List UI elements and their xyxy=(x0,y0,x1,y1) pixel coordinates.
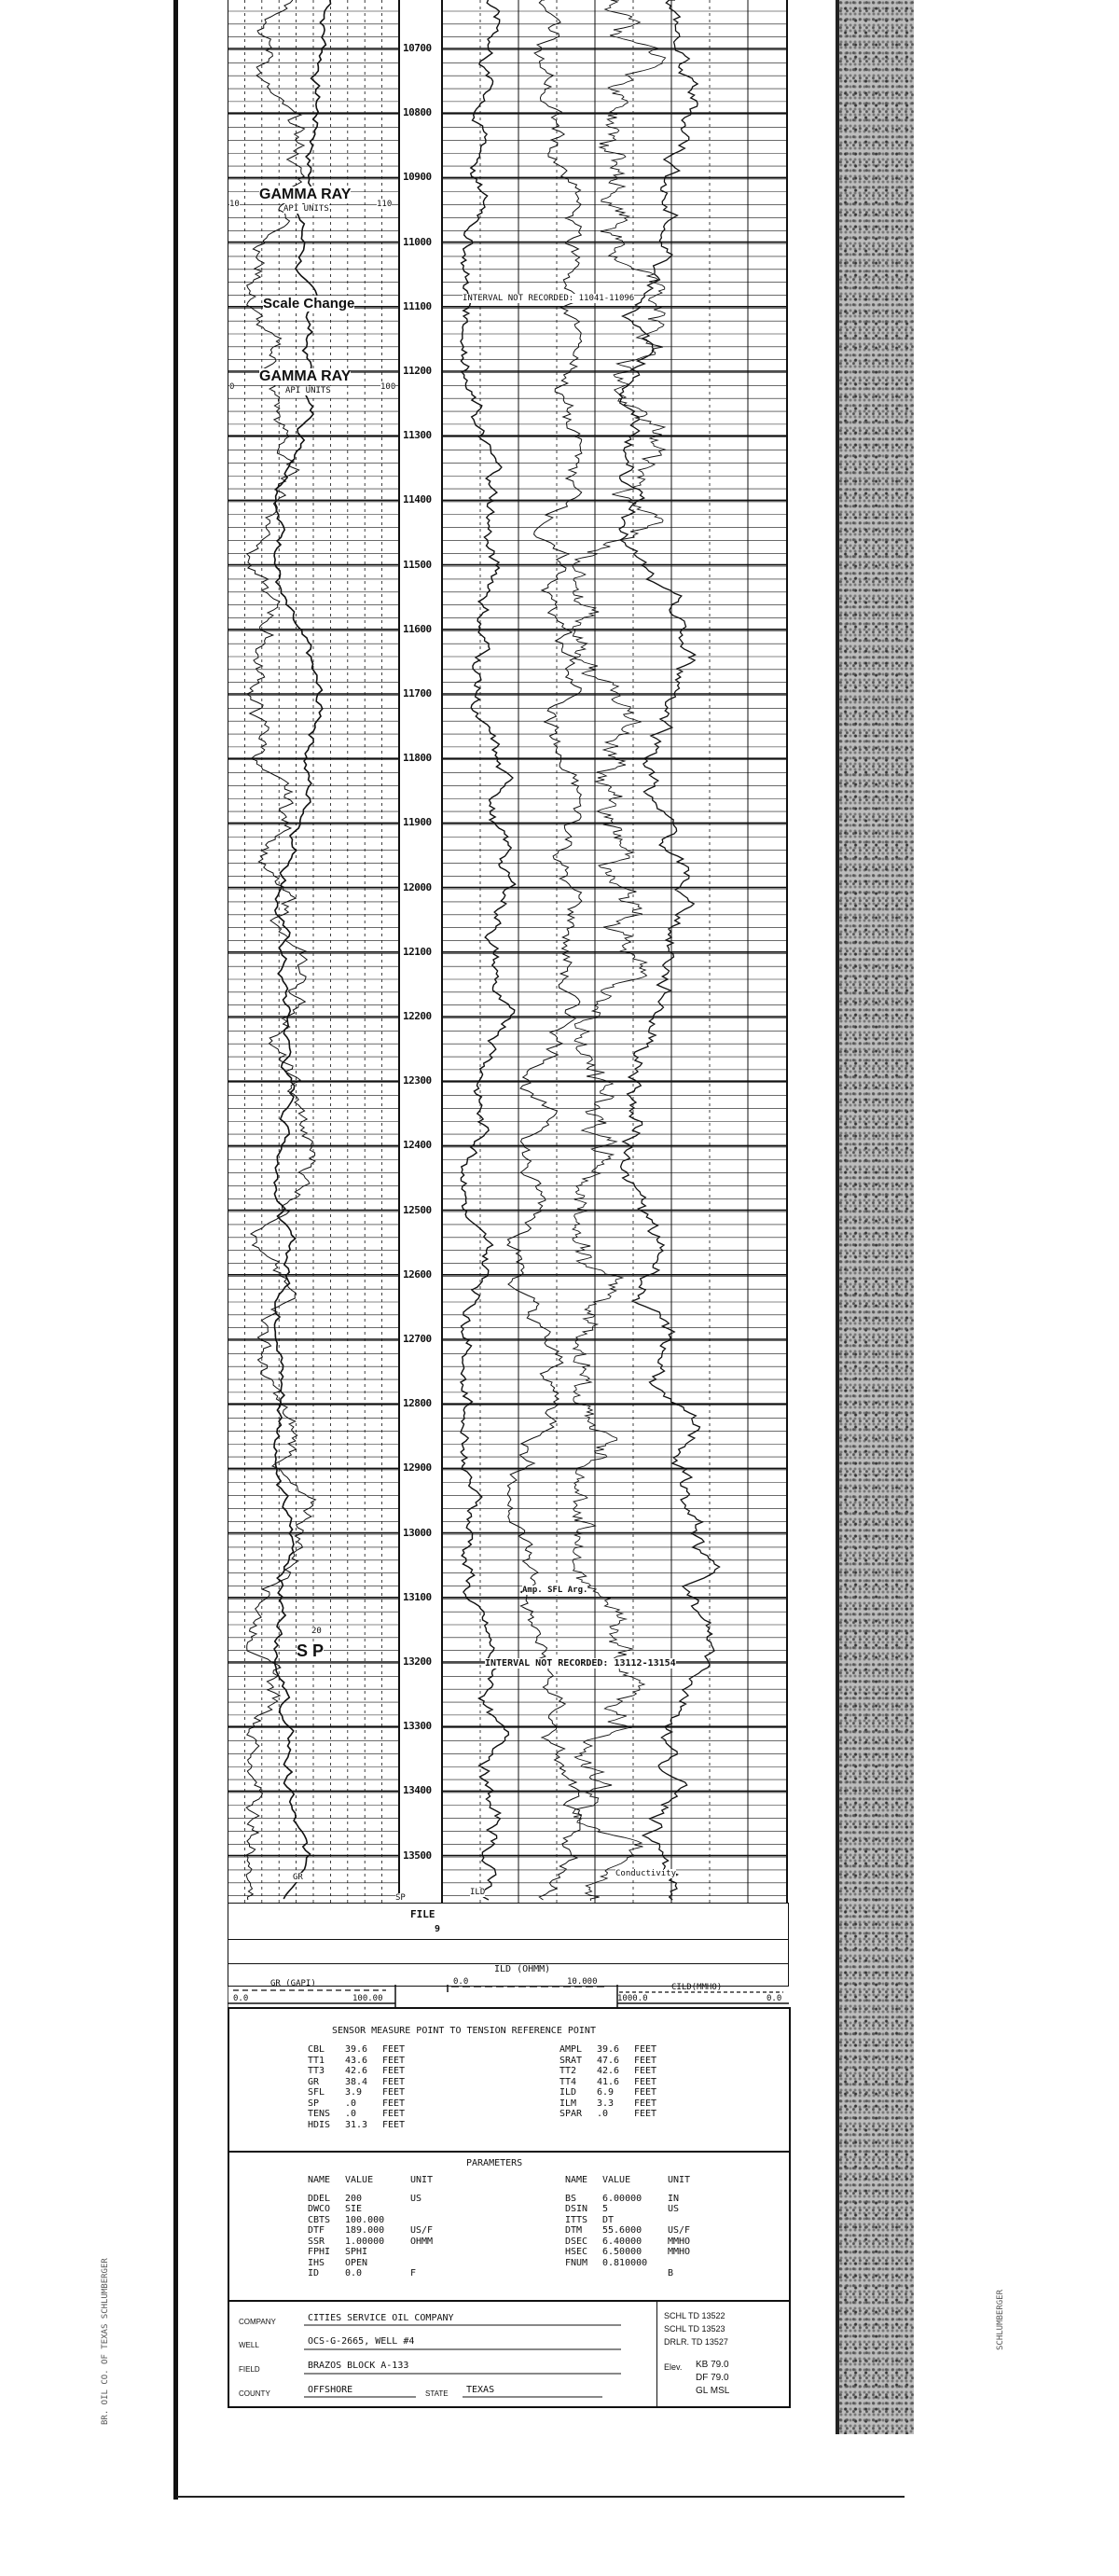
param-header-cell: NAME xyxy=(308,2175,331,2185)
param-row xyxy=(308,2204,457,2215)
depth-label: 12800 xyxy=(403,1397,432,1410)
amplitude-curve xyxy=(573,0,666,1901)
param-cell: DWCO xyxy=(308,2204,331,2214)
ild-scale-name: ILD (OHMM) xyxy=(494,1964,551,1974)
param-cell: 3.9 xyxy=(345,2087,363,2098)
param-cell: TT1 xyxy=(308,2055,325,2066)
county-label: COUNTY xyxy=(239,2389,270,2398)
param-row xyxy=(565,2194,714,2205)
param-cell: US/F xyxy=(410,2225,434,2236)
depth-label: 10900 xyxy=(403,171,432,184)
param-cell: MMHO xyxy=(668,2236,691,2247)
gamma-ray-upper-units: API UNITS xyxy=(283,204,329,214)
depth-label: 11400 xyxy=(403,493,432,506)
ild-scale-min: 0.0 xyxy=(453,1977,469,1987)
param-cell: IHS xyxy=(308,2257,325,2268)
param-cell: HDIS xyxy=(308,2119,331,2130)
param-cell: FEET xyxy=(634,2044,657,2055)
param-cell: MMHO xyxy=(668,2247,691,2257)
param-header-cell: VALUE xyxy=(602,2175,631,2185)
depth-label: 12900 xyxy=(403,1461,432,1475)
param-cell: 47.6 xyxy=(597,2055,620,2066)
cild-scale-max: 0.0 xyxy=(767,1994,782,2003)
param-cell: 3.3 xyxy=(597,2098,615,2109)
param-row xyxy=(308,2077,420,2088)
param-row xyxy=(308,2237,457,2248)
parameters-title: PARAMETERS xyxy=(466,2158,523,2168)
ild-bottom-label: ILD xyxy=(470,1888,486,1897)
df-value: DF 79.0 xyxy=(696,2373,729,2383)
param-row xyxy=(560,2066,671,2077)
param-cell: 6.40000 xyxy=(602,2236,642,2247)
param-row xyxy=(308,2109,420,2120)
param-cell: US xyxy=(410,2193,422,2204)
param-cell: SRAT xyxy=(560,2055,583,2066)
param-cell: IN xyxy=(668,2193,680,2204)
param-cell: SFL xyxy=(308,2087,325,2098)
param-cell: US xyxy=(668,2204,680,2214)
sp-label: S P xyxy=(297,1641,325,1660)
state-label: STATE xyxy=(425,2389,449,2398)
scale-change-label: Scale Change xyxy=(263,296,355,312)
depth-label: 12700 xyxy=(403,1333,432,1345)
county-value: OFFSHORE xyxy=(308,2385,353,2395)
param-cell: 31.3 xyxy=(345,2119,368,2130)
depth-label: 13100 xyxy=(403,1590,432,1603)
depth-label: 11000 xyxy=(403,235,432,248)
well-value: OCS-G-2665, WELL #4 xyxy=(308,2336,415,2347)
param-cell: 200 xyxy=(345,2193,363,2204)
param-row xyxy=(565,2215,714,2226)
schl-td-1: SCHL TD 13522 xyxy=(664,2311,725,2320)
param-cell: B xyxy=(668,2268,674,2278)
depth-label: 11900 xyxy=(403,816,432,829)
param-cell: TT2 xyxy=(560,2066,577,2076)
param-row xyxy=(560,2044,671,2056)
param-row xyxy=(308,2044,420,2056)
param-cell: 6.50000 xyxy=(602,2247,642,2257)
depth-label: 12400 xyxy=(403,1139,432,1152)
param-cell: FEET xyxy=(382,2076,406,2087)
company-value: CITIES SERVICE OIL COMPANY xyxy=(308,2313,454,2323)
ild-scale-max: 10.000 xyxy=(567,1977,598,1987)
gl-value: GL MSL xyxy=(696,2386,730,2396)
param-row xyxy=(308,2268,457,2279)
param-row xyxy=(560,2056,671,2067)
left-margin-note: BR. OIL CO. OF TEXAS SCHLUMBERGER xyxy=(101,2258,110,2425)
depth-label: 11800 xyxy=(403,752,432,765)
param-cell: .0 xyxy=(345,2109,357,2119)
param-cell: 42.6 xyxy=(597,2066,620,2076)
param-header-cell: UNIT xyxy=(410,2175,434,2185)
param-cell: ILM xyxy=(560,2098,577,2109)
gamma-ray-lower-min: 0 xyxy=(229,382,235,392)
param-cell: SP xyxy=(308,2098,320,2109)
param-cell: FEET xyxy=(382,2109,406,2119)
param-row xyxy=(565,2268,714,2279)
param-cell: 1.00000 xyxy=(345,2236,385,2247)
param-row xyxy=(565,2247,714,2258)
param-cell: BS xyxy=(565,2193,577,2204)
sensor-title: SENSOR MEASURE POINT TO TENSION REFERENCE POINT xyxy=(332,2026,596,2036)
cild-scale-name: CILD(MMHO) xyxy=(671,1983,723,1992)
scale-bars xyxy=(228,1985,789,2007)
depth-label: 12200 xyxy=(403,1010,432,1022)
param-cell: ITTS xyxy=(565,2214,588,2225)
param-cell: CBL xyxy=(308,2044,325,2055)
param-cell: 39.6 xyxy=(597,2044,620,2055)
scan-bottom-edge xyxy=(177,2496,905,2498)
depth-label: 12100 xyxy=(403,945,432,958)
param-cell: 189.000 xyxy=(345,2225,385,2236)
gr-scale-max: 100.00 xyxy=(352,1994,383,2003)
param-cell: FEET xyxy=(382,2066,406,2076)
elev-label: Elev. xyxy=(664,2362,683,2372)
param-cell: HSEC xyxy=(565,2247,588,2257)
param-cell: OPEN xyxy=(345,2257,368,2268)
sensor-left-list xyxy=(308,2044,420,2130)
param-row xyxy=(560,2087,671,2098)
amp-sfl-label: Amp. SFL Arg. xyxy=(522,1586,588,1595)
depth-label: 12600 xyxy=(403,1267,432,1281)
param-cell: DT xyxy=(602,2214,615,2225)
param-cell: TT4 xyxy=(560,2076,577,2087)
param-row xyxy=(308,2258,457,2269)
well-label: WELL xyxy=(239,2341,259,2349)
param-header-cell: NAME xyxy=(565,2175,588,2185)
field-value: BRAZOS BLOCK A-133 xyxy=(308,2361,409,2371)
well-log-tracks xyxy=(228,0,789,1903)
param-cell: 43.6 xyxy=(345,2055,368,2066)
param-cell: SPHI xyxy=(345,2247,368,2257)
file-number: 9 xyxy=(435,1924,441,1934)
param-cell: TENS xyxy=(308,2109,331,2119)
param-row xyxy=(308,2215,457,2226)
scan-left-edge xyxy=(173,0,178,2500)
param-row xyxy=(565,2204,714,2215)
param-header-cell: UNIT xyxy=(668,2175,691,2185)
depth-label: 10700 xyxy=(403,42,432,54)
drlr-td: DRLR. TD 13527 xyxy=(664,2337,728,2347)
param-row xyxy=(560,2109,671,2120)
param-row xyxy=(565,2225,714,2237)
cild-scale-min: 1000.0 xyxy=(617,1994,648,2003)
depth-label: 13000 xyxy=(403,1526,432,1539)
param-cell: DDEL xyxy=(308,2193,331,2204)
conductivity-label: Conductivity xyxy=(615,1869,677,1878)
param-row xyxy=(308,2120,420,2131)
param-cell: FNUM xyxy=(565,2257,588,2268)
interval-not-recorded-1: INTERVAL NOT RECORDED: 11041-11096 xyxy=(463,294,635,303)
gamma-ray-lower-max: 100 xyxy=(380,382,396,392)
param-cell: 6.00000 xyxy=(602,2193,642,2204)
schl-td-2: SCHL TD 13523 xyxy=(664,2324,725,2334)
interval-not-recorded-2: INTERVAL NOT RECORDED: 13112-13154 xyxy=(485,1658,676,1669)
gamma-ray-upper-title: GAMMA RAY xyxy=(259,187,352,202)
depth-label: 11700 xyxy=(403,687,432,699)
param-cell: 0.0 xyxy=(345,2268,363,2278)
depth-label: 10800 xyxy=(403,106,432,119)
param-cell: 6.9 xyxy=(597,2087,615,2098)
gamma-ray-upper-min: 10 xyxy=(229,200,240,209)
param-cell: DSEC xyxy=(565,2236,588,2247)
param-cell: FEET xyxy=(382,2044,406,2055)
param-row xyxy=(308,2087,420,2098)
param-cell: .0 xyxy=(345,2098,357,2109)
param-cell: GR xyxy=(308,2076,320,2087)
param-cell: FEET xyxy=(382,2087,406,2098)
gamma-ray-upper-max: 110 xyxy=(377,200,393,209)
param-cell: 39.6 xyxy=(345,2044,368,2055)
gr-scale-name: GR (GAPI) xyxy=(270,1979,316,1988)
parameters-right-list xyxy=(565,2175,714,2279)
log-curves xyxy=(246,0,719,1901)
param-cell: SPAR xyxy=(560,2109,583,2119)
param-cell: CBTS xyxy=(308,2214,331,2225)
param-cell: FEET xyxy=(382,2055,406,2066)
param-row xyxy=(565,2258,714,2269)
heading-underlines xyxy=(304,2324,630,2399)
param-cell: 41.6 xyxy=(597,2076,620,2087)
param-cell: SSR xyxy=(308,2236,325,2247)
depth-label: 13300 xyxy=(403,1720,432,1733)
param-cell: FEET xyxy=(634,2087,657,2098)
param-cell: FEET xyxy=(382,2119,406,2130)
param-cell: DTM xyxy=(565,2225,583,2236)
param-cell: FPHI xyxy=(308,2247,331,2257)
depth-label: 11600 xyxy=(403,622,432,635)
sp-bottom-label: SP xyxy=(395,1893,406,1903)
param-header-cell: VALUE xyxy=(345,2175,374,2185)
state-value: TEXAS xyxy=(466,2385,495,2395)
param-cell: 55.6000 xyxy=(602,2225,642,2236)
gamma-ray-lower-title: GAMMA RAY xyxy=(259,368,352,384)
param-cell: FEET xyxy=(634,2109,657,2119)
sp-scale: 20 xyxy=(311,1627,322,1636)
conductivity-curve xyxy=(619,0,719,1900)
kb-value: KB 79.0 xyxy=(696,2360,729,2370)
depth-label: 11100 xyxy=(403,299,432,312)
param-cell: ILD xyxy=(560,2087,577,2098)
param-cell: FEET xyxy=(634,2098,657,2109)
gamma-ray-lower-units: API UNITS xyxy=(285,386,331,395)
depth-label: 12000 xyxy=(403,880,432,893)
param-cell: 5 xyxy=(602,2204,609,2214)
param-cell: DTF xyxy=(308,2225,325,2236)
param-cell: US/F xyxy=(668,2225,691,2236)
param-cell: FEET xyxy=(634,2055,657,2066)
param-cell: 0.810000 xyxy=(602,2257,648,2268)
depth-label: 13500 xyxy=(403,1849,432,1862)
param-header-row xyxy=(308,2175,457,2186)
depth-label: 12300 xyxy=(403,1074,432,1087)
depth-label: 13200 xyxy=(403,1655,432,1668)
param-cell: FEET xyxy=(382,2098,406,2109)
film-texture-strip xyxy=(839,0,914,2434)
param-cell: 100.000 xyxy=(345,2214,385,2225)
depth-label: 11300 xyxy=(403,429,432,442)
param-cell: AMPL xyxy=(560,2044,583,2055)
field-label: FIELD xyxy=(239,2365,260,2374)
param-row xyxy=(308,2225,457,2237)
depth-column xyxy=(399,0,442,1903)
right-margin-note: SCHLUMBERGER xyxy=(996,2289,1005,2350)
param-header-row xyxy=(565,2175,714,2186)
param-row xyxy=(560,2077,671,2088)
param-cell: 42.6 xyxy=(345,2066,368,2076)
ild-curve xyxy=(461,0,516,1900)
param-cell: F xyxy=(410,2268,417,2278)
depth-label: 12500 xyxy=(403,1203,432,1216)
company-label: COMPANY xyxy=(239,2318,276,2326)
param-row xyxy=(308,2194,457,2205)
param-cell: DSIN xyxy=(565,2204,588,2214)
depth-label: 11500 xyxy=(403,558,432,571)
param-row xyxy=(560,2098,671,2110)
gr-bottom-label: GR xyxy=(293,1873,303,1882)
param-row xyxy=(308,2247,457,2258)
param-cell: .0 xyxy=(597,2109,609,2119)
depth-label: 13400 xyxy=(403,1784,432,1797)
gr-scale-min: 0.0 xyxy=(233,1994,249,2003)
param-row xyxy=(308,2098,420,2110)
param-cell: FEET xyxy=(634,2066,657,2076)
depth-label: 11200 xyxy=(403,365,432,377)
param-cell: OHMM xyxy=(410,2236,434,2247)
param-row xyxy=(565,2237,714,2248)
parameters-left-list xyxy=(308,2175,457,2279)
file-label: FILE xyxy=(410,1908,435,1920)
param-cell: ID xyxy=(308,2268,320,2278)
sensor-right-list xyxy=(560,2044,671,2120)
param-row xyxy=(308,2066,420,2077)
param-cell: 38.4 xyxy=(345,2076,368,2087)
param-row xyxy=(308,2056,420,2067)
param-cell: SIE xyxy=(345,2204,363,2214)
param-cell: TT3 xyxy=(308,2066,325,2076)
param-cell: FEET xyxy=(634,2076,657,2087)
